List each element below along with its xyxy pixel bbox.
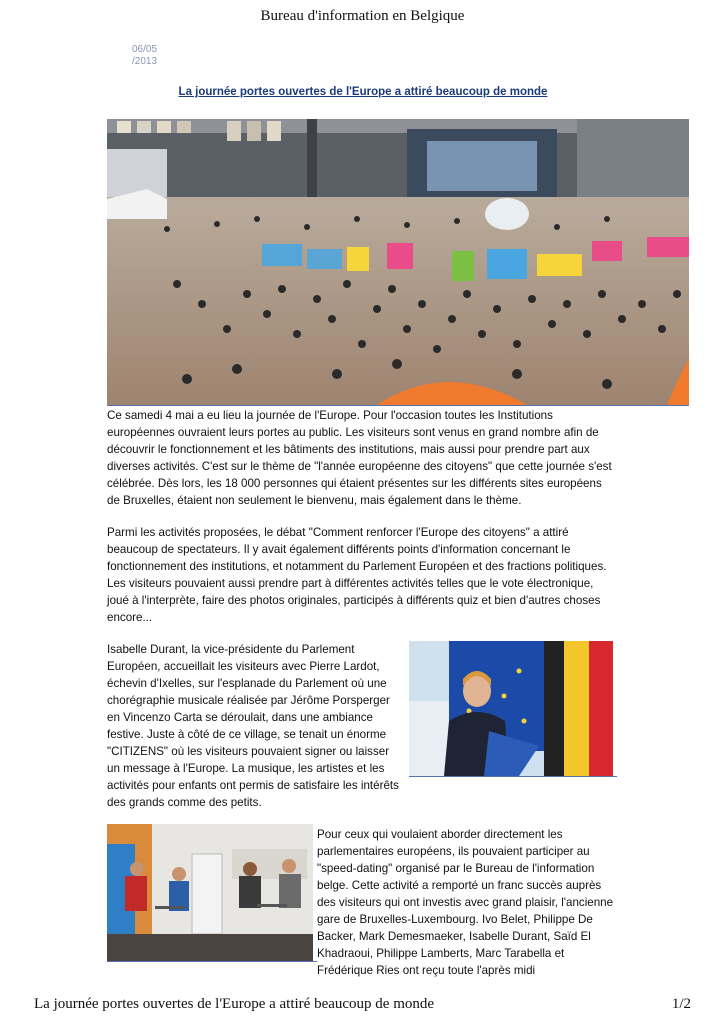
footer-page-number: 1/2 — [671, 996, 691, 1012]
photo-rule-speaker — [409, 776, 617, 777]
photo-rule-speed-dating — [107, 961, 317, 962]
footer-article-title: La journée portes ouvertes de l'Europe a attiré beaucoup de monde — [34, 996, 435, 1012]
photo-rule-main — [107, 405, 689, 406]
article-paragraph-2: Parmi les activités proposées, le débat "Comment renforcer l'Europe des citoyens" a attiré beaucoup de spectateurs. Il y avait également différents points d'information concernant le fonctionnement des institutions, et notamment du Parlement Européen et des fractions politiques. Les visiteurs pouvaient aussi prendre part à différentes activités telles que le vote électronique, joué à l'interprète, faire des photos originales, participés à différents quiz et bien d'autres choses encore... — [107, 526, 607, 624]
article-paragraph-4: Pour ceux qui voulaient aborder directement les parlementaires européens, ils pouvaient participer au "speed-dating" organisé par le Bureau de l'information belge. Cette activité a remporté un franc succès auprès des visiteurs qui ont investis avec grand plaisir, l'ancienne gare de Bruxelles-Luxembourg. Ivo Belet, Philippe De Backer, Mark Demesmaeker, Isabelle Durant, Saïd El Khadraoui, Philippe Lamberts, Marc Tarabella et Frédérique Ries ont reçu toute l'après midi — [317, 828, 614, 977]
article-date-year: /2013 — [132, 56, 158, 67]
esplanade-crowd-photo — [107, 119, 689, 405]
article-date-day-month: 06/05 — [132, 44, 158, 55]
article-date — [132, 44, 172, 68]
article-paragraph-1: Ce samedi 4 mai a eu lieu la journée de l'Europe. Pour l'occasion toutes les Institutions européennes ouvraient leurs portes au public. Les visiteurs sont venus en grand nombre afin de découvrir le fonctionnement et les bâtiments des institutions, mais aussi pour prendre part aux diverses activités. C'est sur le thème de "l'année européenne des citoyens" que cette journée s'est célébrée. Dès lors, les 18 000 personnes qui étaient présentes sur les différents sites européens de Bruxelles, étaient non seulement le bienvenu, mais également dans le thème. — [107, 409, 612, 507]
speaker-with-flags-photo — [409, 641, 613, 776]
document-header-title: Bureau d'information en Belgique — [260, 8, 465, 24]
article-title-link[interactable]: La journée portes ouvertes de l'Europe a attiré beaucoup de monde — [178, 86, 548, 98]
article-paragraph-3: Isabelle Durant, la vice-présidente du Parlement Européen, accueillait les visiteurs avec Pierre Lardot, échevin d'Ixelles, sur l'esplanade du Parlement où une chorégraphie musicale réalisée par Jérôme Porsperger en Vincenzo Carta se déroulait, dans une ambiance festive. Juste à côté de ce village, se tenait un énorme "CITIZENS" où les visiteurs pouvaient signer ou laisser un message à l'Europe. La musique, les artistes et les activités pour enfants ont permis de satisfaire les intérêts des grands comme des petits. — [107, 643, 399, 809]
speed-dating-photo — [107, 824, 313, 961]
